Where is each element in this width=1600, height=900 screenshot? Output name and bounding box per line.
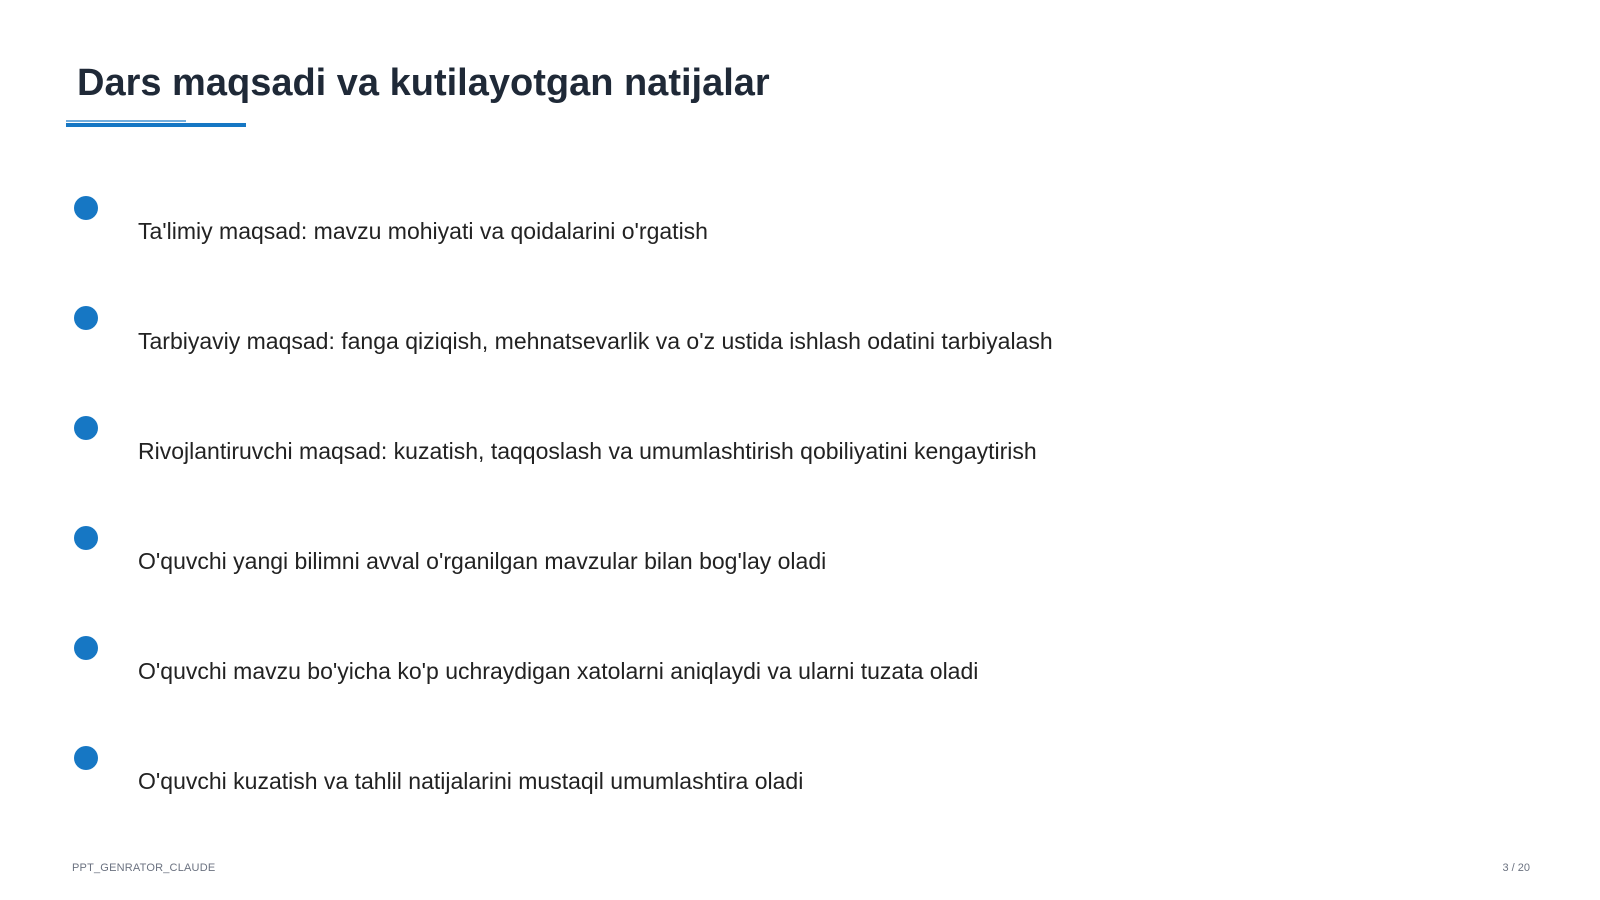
bullet-item [0, 636, 1600, 696]
bullet-dot-icon [74, 526, 98, 550]
bullet-item [0, 526, 1600, 586]
bullet-text: Rivojlantiruvchi maqsad: kuzatish, taqqoslash va umumlashtirish qobiliyatini kengaytirish [138, 438, 1037, 464]
bullet-item [0, 196, 1600, 256]
bullet-dot-icon [74, 746, 98, 770]
bullet-text: O'quvchi kuzatish va tahlil natijalarini mustaqil umumlashtira oladi [138, 768, 804, 794]
bullet-dot-icon [74, 636, 98, 660]
bullet-dot-icon [74, 416, 98, 440]
bullet-text: O'quvchi yangi bilimni avval o'rganilgan mavzular bilan bog'lay oladi [138, 548, 827, 574]
footer-source: PPT_GENRATOR_CLAUDE [72, 862, 216, 874]
bullet-dot-icon [74, 196, 98, 220]
bullet-text: Ta'limiy maqsad: mavzu mohiyati va qoidalarini o'rgatish [138, 218, 708, 244]
slide-title: Dars maqsadi va kutilayotgan natijalar [77, 62, 770, 104]
bullet-text: O'quvchi mavzu bo'yicha ko'p uchraydigan xatolarni aniqlaydi va ularni tuzata oladi [138, 658, 979, 684]
bullet-item [0, 306, 1600, 366]
bullet-item [0, 746, 1600, 806]
bullet-dot-icon [74, 306, 98, 330]
bullet-text: Tarbiyaviy maqsad: fanga qiziqish, mehnatsevarlik va o'z ustida ishlash odatini tarbiyalash [138, 328, 1053, 354]
bullet-item [0, 416, 1600, 476]
page-number: 3 / 20 [1502, 862, 1530, 874]
